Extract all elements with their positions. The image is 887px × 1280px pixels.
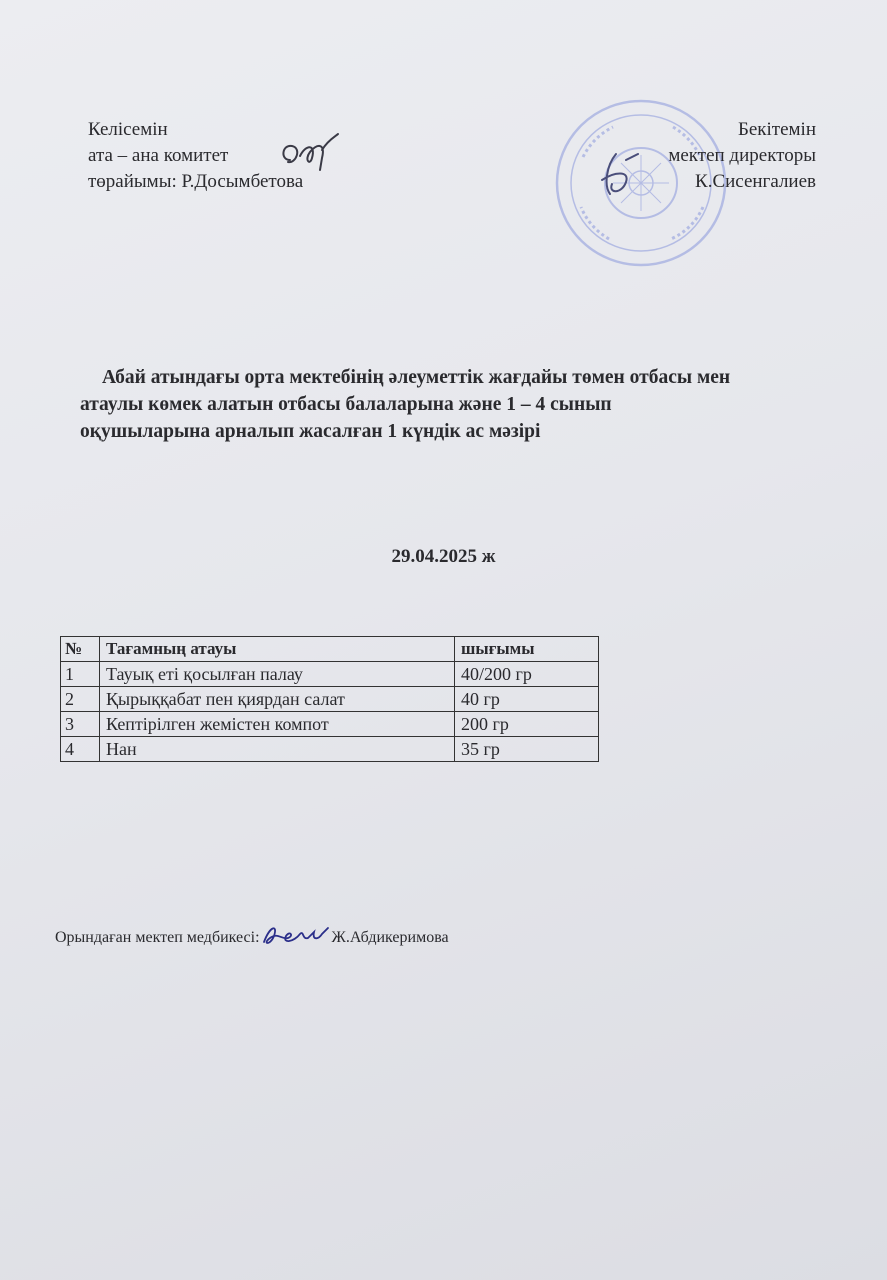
table-row xyxy=(61,687,599,712)
row-number: 1 xyxy=(61,662,100,687)
header-number: № xyxy=(61,637,100,662)
approved-block xyxy=(630,117,816,195)
agreed-line-2: ата – ана комитет xyxy=(88,145,229,166)
row-yield: 200 гр xyxy=(455,712,599,737)
approved-line-1: Бекітемін xyxy=(737,119,816,140)
title-line-3: оқушыларына арналып жасалған 1 күндік ас мәзірі xyxy=(80,421,541,442)
menu-table xyxy=(60,636,599,762)
agreed-block xyxy=(88,117,303,195)
agreed-line-3: төрайымы: Р.Досымбетова xyxy=(88,171,304,192)
row-dish: Тауық еті қосылған палау xyxy=(100,662,455,687)
footer-label: Орындаған мектеп медбикесі: xyxy=(55,929,260,946)
header-yield: шығымы xyxy=(455,637,599,662)
row-yield: 40/200 гр xyxy=(455,662,599,687)
table-row xyxy=(61,737,599,762)
title-line-1: Абай атындағы орта мектебінің әлеуметтік жағдайы төмен отбасы мен xyxy=(102,367,731,388)
signature-nurse xyxy=(260,922,332,950)
approved-line-2: мектеп директоры xyxy=(668,145,816,166)
agreed-line-1: Келісемін xyxy=(88,119,168,140)
table-row xyxy=(61,662,599,687)
menu-date: 29.04.2025 ж xyxy=(391,546,496,567)
row-number: 2 xyxy=(61,687,100,712)
document-title xyxy=(80,364,840,445)
footer-signature-line xyxy=(55,922,449,950)
approved-line-3: К.Сисенгалиев xyxy=(695,171,816,192)
row-dish: Қырыққабат пен қиярдан салат xyxy=(100,687,455,712)
table-header-row xyxy=(61,637,599,662)
row-yield: 35 гр xyxy=(455,737,599,762)
footer-name: Ж.Абдикеримова xyxy=(331,929,449,946)
row-yield: 40 гр xyxy=(455,687,599,712)
title-line-2: атаулы көмек алатын отбасы балаларына және 1 – 4 сынып xyxy=(80,394,612,415)
row-number: 3 xyxy=(61,712,100,737)
row-number: 4 xyxy=(61,737,100,762)
header-dish-name: Тағамның атауы xyxy=(100,637,455,662)
row-dish: Кептірілген жемістен компот xyxy=(100,712,455,737)
table-row xyxy=(61,712,599,737)
row-dish: Нан xyxy=(100,737,455,762)
